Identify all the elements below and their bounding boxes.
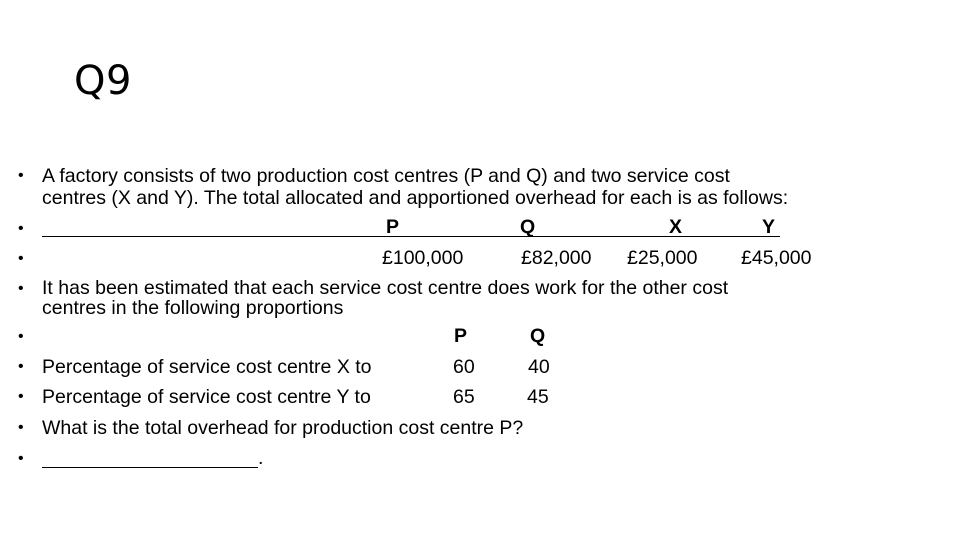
- proportion-header-p: P: [454, 325, 468, 347]
- row-x-q: 40: [528, 356, 550, 378]
- row-y-q: 45: [527, 386, 549, 408]
- intro-line-2: centres (X and Y). The total allocated and apportioned overhead for each is as follows:: [42, 187, 789, 209]
- row-x-label: Percentage of service cost centre X to: [42, 356, 372, 378]
- header-x: X: [669, 216, 683, 238]
- bullet-marker: •: [18, 450, 24, 467]
- bullet-marker: •: [18, 250, 24, 267]
- header-p: P: [386, 216, 400, 238]
- bullet-marker: •: [18, 220, 24, 237]
- bullet-marker: •: [18, 388, 24, 405]
- bullet-marker: •: [18, 419, 24, 436]
- question-text: What is the total overhead for production cost centre P?: [42, 417, 524, 439]
- bullet-marker: •: [18, 167, 24, 184]
- answer-underline: [42, 449, 258, 468]
- bullet-marker: •: [18, 358, 24, 375]
- header-y: Y: [762, 216, 776, 238]
- slide-title: Q9: [74, 58, 132, 104]
- row-x-p: 60: [453, 356, 475, 378]
- answer-period: .: [258, 447, 264, 469]
- intro-line-1: A factory consists of two production cost centres (P and Q) and two service cost: [42, 165, 730, 187]
- header-q: Q: [520, 216, 536, 238]
- row-y-p: 65: [453, 386, 475, 408]
- proportion-header-q: Q: [530, 325, 546, 347]
- estimate-line-2: centres in the following proportions: [42, 297, 344, 319]
- estimate-line-1: It has been estimated that each service cost centre does work for the other cost: [42, 277, 729, 299]
- value-q: £82,000: [521, 247, 592, 269]
- value-x: £25,000: [627, 247, 698, 269]
- bullet-marker: •: [18, 280, 24, 297]
- value-y: £45,000: [741, 247, 812, 269]
- row-y-label: Percentage of service cost centre Y to: [42, 386, 371, 408]
- bullet-marker: •: [18, 328, 24, 345]
- value-p: £100,000: [382, 247, 464, 269]
- answer-blank[interactable]: [42, 448, 263, 468]
